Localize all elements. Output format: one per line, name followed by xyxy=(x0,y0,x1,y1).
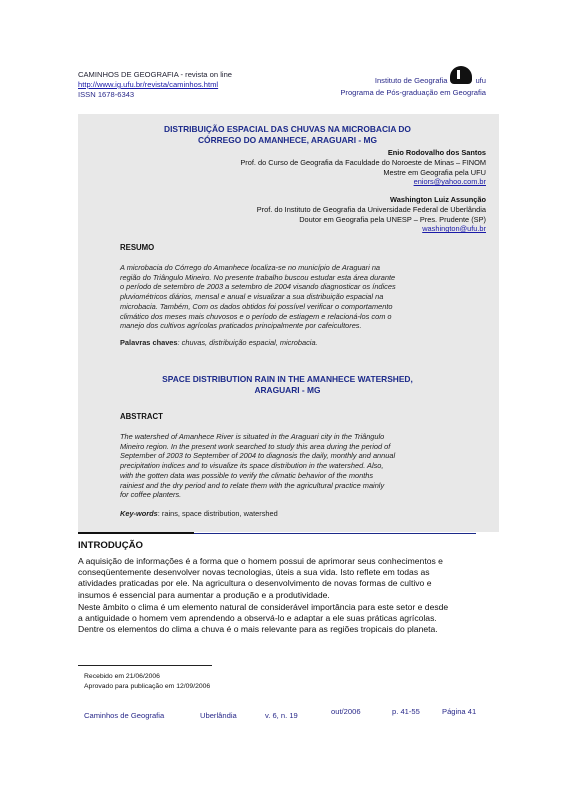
palavras-chaves: Palavras chaves: chuvas, distribuição espacial, microbacia. xyxy=(120,338,318,347)
author-degree: Doutor em Geografia pela UNESP – Pres. Prudente (SP) xyxy=(299,214,486,224)
logo-text: ufu xyxy=(475,76,486,85)
received-date: Recebido em 21/06/2006 xyxy=(84,673,160,680)
journal-header xyxy=(78,70,232,100)
author-email-link[interactable]: washington@ufu.br xyxy=(422,224,486,234)
abstract-text: The watershed of Amanhece River is situated in the Araguari city in the Triângulo Mineiro region. In the present work searched to study this area during the period of September of 2003 to September of 2004 to diagnosis the daily, monthly and annual precipitation indices and to visualize its space distribution in the watershed. Also, with the gotten data was possible to verify the climatic behavior of the months rainiest and the dry period and to relate them with the agricultural practice mainly for coffee planters. xyxy=(120,432,396,500)
author-name: Enio Rodovalho dos Santos xyxy=(387,148,486,157)
resumo-text: A microbacia do Córrego do Amanhece localiza-se no município de Araguari na região do Triângulo Mineiro. No presente trabalho buscou estudar esta área durante o período de setembro de 2003 a setembro de 2004 visando diagnosticar os índices pluviométricos diários, mensal e anual e visualizar a sua distribuição espacial na microbacia. Também, Com os dados obtidos foi possível verificar o comportamento climático dos meses mais chuvosos e o período de estiagem e relacioná-los com o manejo dos cultivos agrícolas praticados principalmente por cafeicultores. xyxy=(120,263,396,331)
institute-name: Instituto de Geografia xyxy=(374,76,448,85)
author-2 xyxy=(257,195,486,234)
ufu-logo-icon xyxy=(450,66,472,84)
resumo-heading: RESUMO xyxy=(120,243,155,252)
institute-header xyxy=(340,70,486,98)
intro-paragraph-2: Neste âmbito o clima é um elemento natural de considerável importância para este setor e desde a antiguidade o homem vem aprendendo a observá-lo e adaptar a ele suas práticas agrícolas. Dentre os elementos do clima a chuva é o mais relevante para as regiões tropicais do planeta. xyxy=(78,602,449,635)
footer-city: Uberlândia xyxy=(200,711,237,720)
section-divider xyxy=(78,533,476,534)
author-name: Washington Luiz Assunção xyxy=(390,195,486,204)
journal-url-link[interactable]: http://www.ig.ufu.br/revista/caminhos.html xyxy=(78,80,219,89)
footer-page-number: Página 41 xyxy=(442,707,477,716)
abstract-heading: ABSTRACT xyxy=(120,412,163,421)
article-title-pt: DISTRIBUIÇÃO ESPACIAL DAS CHUVAS NA MICROBACIA DO CÓRREGO DO AMANHECE, ARAGUARI - MG xyxy=(164,124,411,145)
intro-paragraph-1: A aquisição de informações é a forma que o homem possui de aprimorar seus conhecimentos e conseqüentemente desenvolver novas tecnologias, úteis a sua vida. Isto reflete em todas as atividades praticadas por ele. Na agricultura o desenvolvimento de novas formas de cultivo e insumos é essencial para aumentar a produção e a produtividade. xyxy=(78,556,443,600)
footnotes xyxy=(84,672,210,691)
program-name: Programa de Pós-graduação em Geografia xyxy=(340,88,486,97)
issn: ISSN 1678-6343 xyxy=(78,90,135,99)
footer-journal: Caminhos de Geografia xyxy=(84,711,165,720)
author-1 xyxy=(240,148,486,187)
article-title-en: SPACE DISTRIBUTION RAIN IN THE AMANHECE WATERSHED, ARAGUARI - MG xyxy=(162,374,413,395)
footnote-divider xyxy=(78,665,212,666)
intro-heading: INTRODUÇÃO xyxy=(78,540,144,551)
author-affiliation: Prof. do Instituto de Geografia da Universidade Federal de Uberlândia xyxy=(256,204,486,214)
footer-date: out/2006 xyxy=(331,707,361,716)
author-affiliation: Prof. do Curso de Geografia da Faculdade do Noroeste de Minas – FINOM xyxy=(240,157,486,167)
journal-title: CAMINHOS DE GEOGRAFIA - revista on line xyxy=(78,70,233,79)
footer-pages: p. 41-55 xyxy=(392,707,420,716)
author-degree: Mestre em Geografia pela UFU xyxy=(383,167,486,177)
approved-date: Aprovado para publicação em 12/09/2006 xyxy=(84,682,211,690)
author-email-link[interactable]: eniors@yahoo.com.br xyxy=(413,177,486,187)
keywords: Key-words: rains, space distribution, watershed xyxy=(120,509,278,518)
footer-volume: v. 6, n. 19 xyxy=(265,711,298,720)
